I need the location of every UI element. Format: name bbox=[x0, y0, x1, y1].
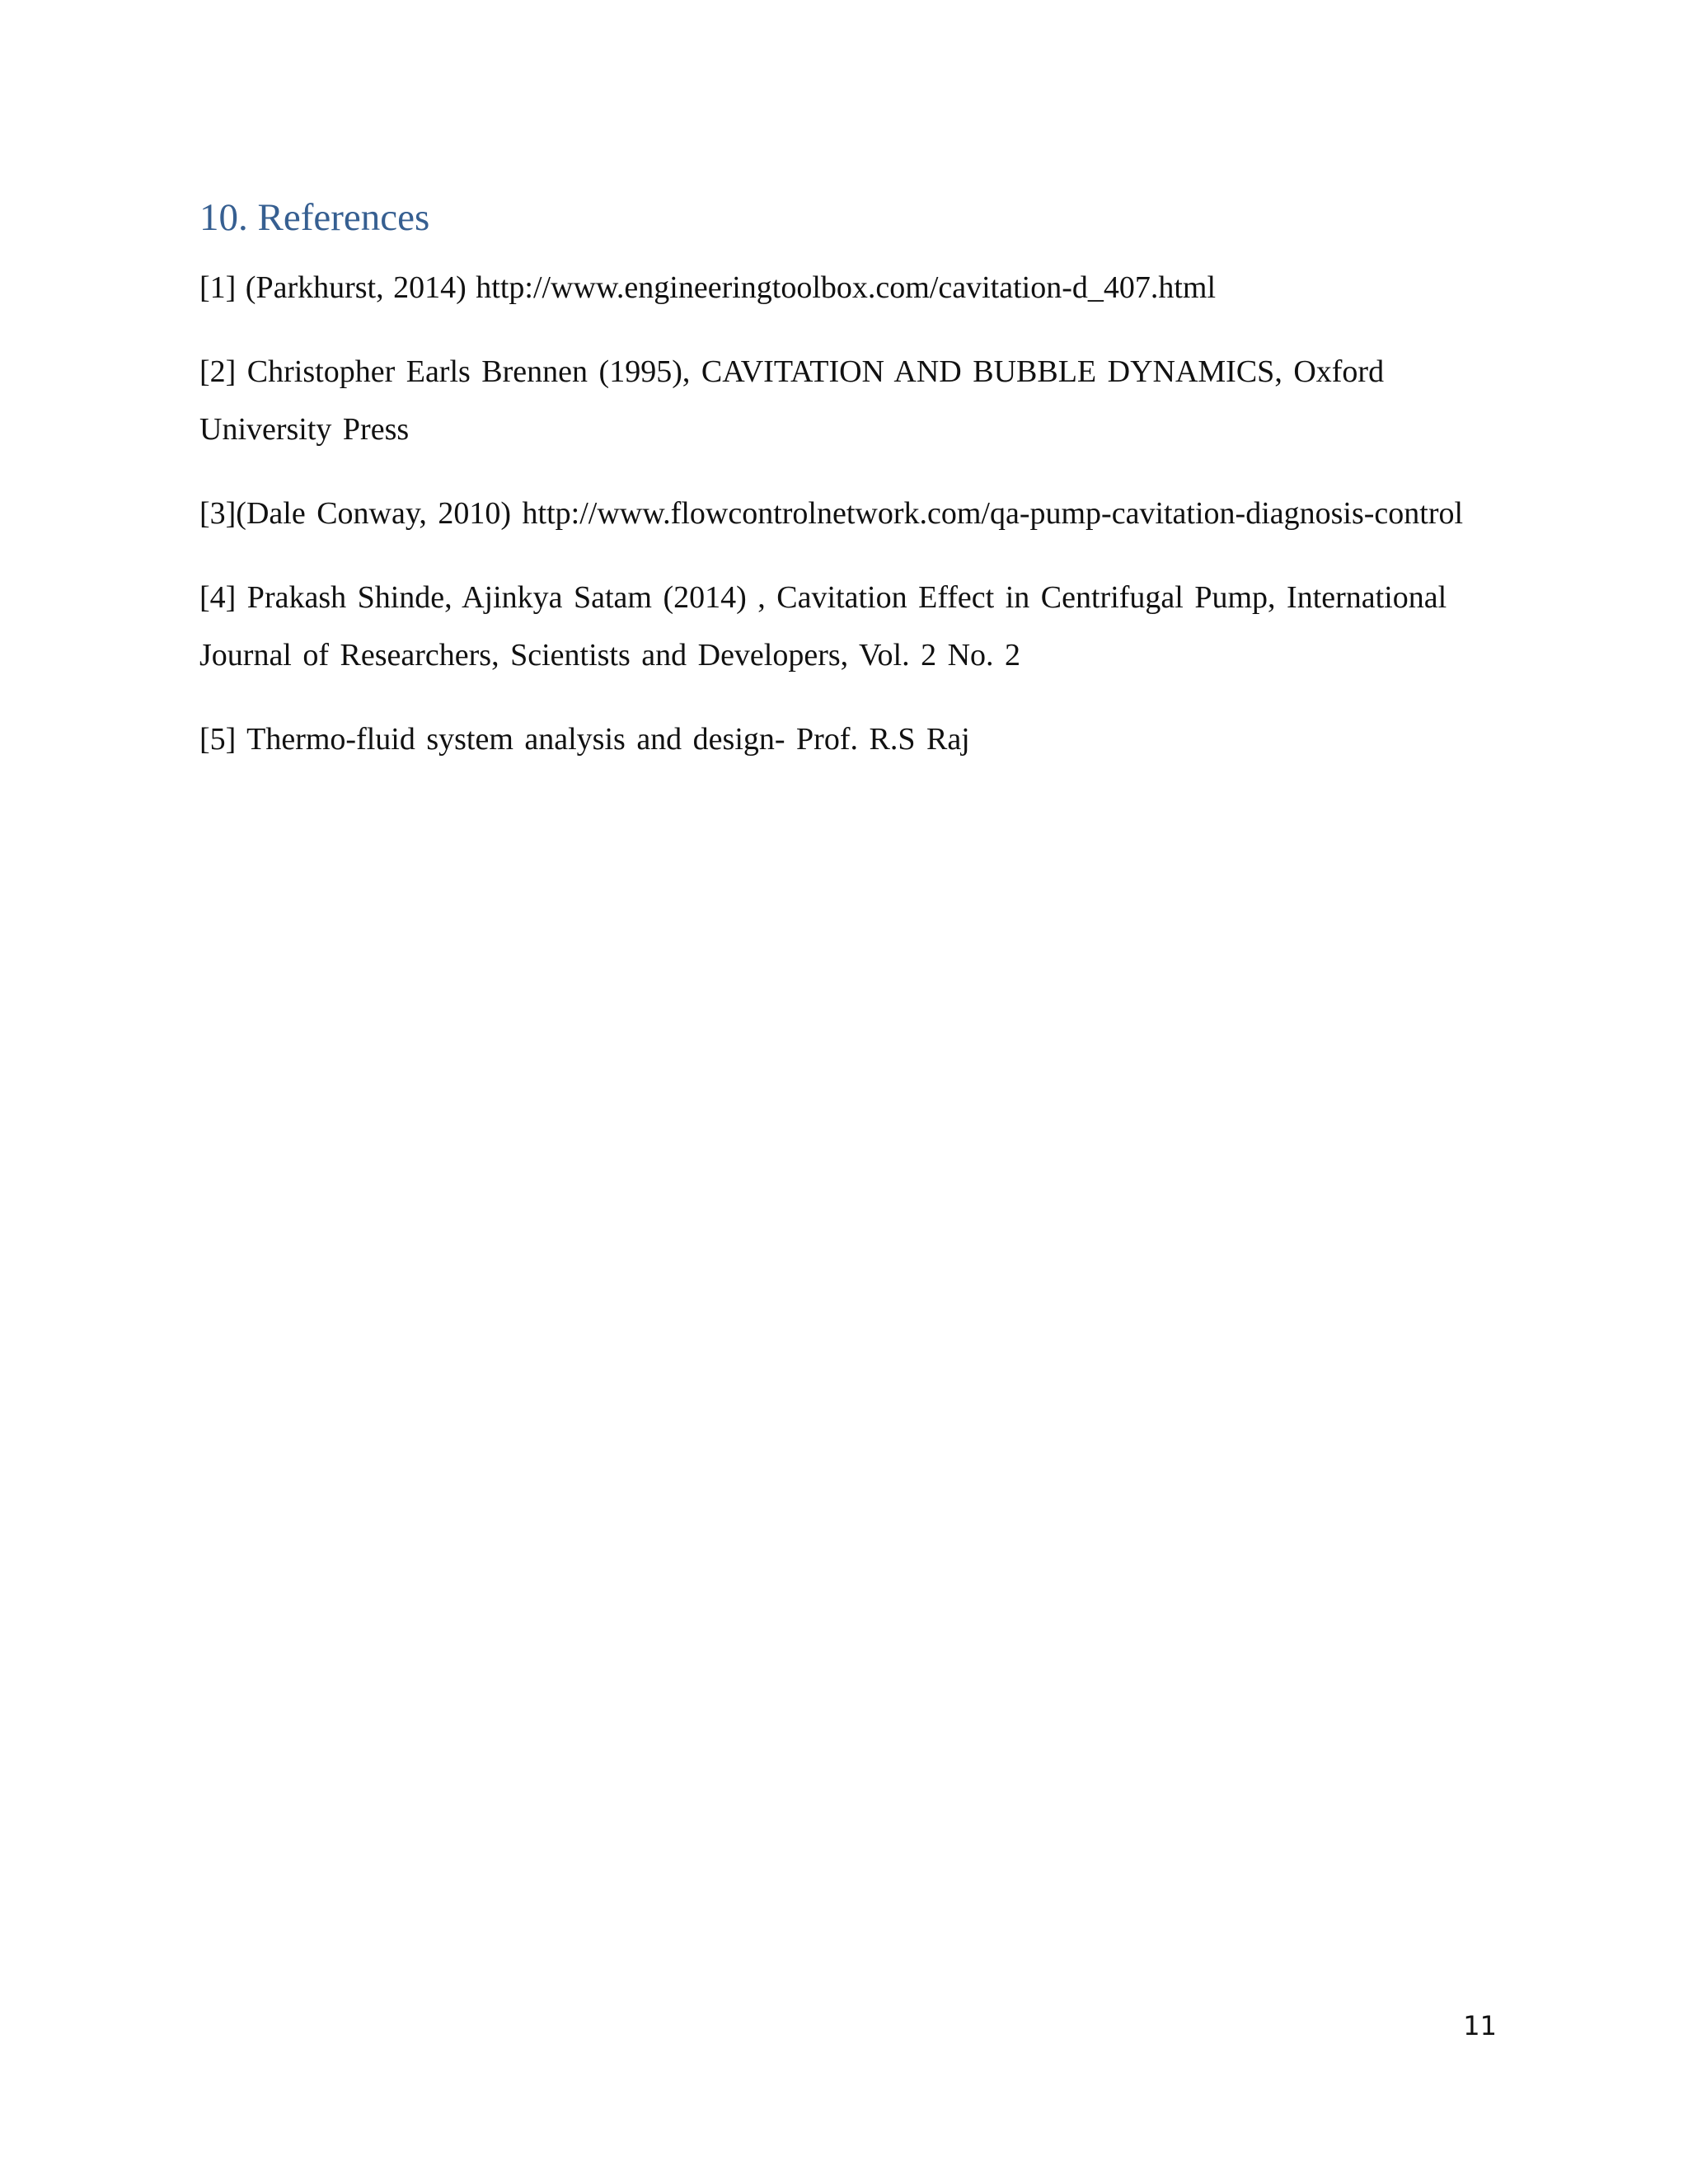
reference-item-2: [2] Christopher Earls Brennen (1995), CAVITATION AND BUBBLE DYNAMICS, Oxford University Press bbox=[199, 354, 1385, 447]
reference-item-5: [5] Thermo-fluid system analysis and design- Prof. R.S Raj bbox=[199, 722, 970, 757]
references-section bbox=[199, 188, 1485, 794]
page-number: 11 bbox=[1463, 2010, 1497, 2041]
reference-item-4: [4] Prakash Shinde, Ajinkya Satam (2014) , Cavitation Effect in Centrifugal Pump, International Journal of Researchers, Scientists and Developers, Vol. 2 No. 2 bbox=[199, 580, 1447, 673]
section-heading: 10. References bbox=[199, 196, 430, 239]
reference-item-3: [3](Dale Conway, 2010) http://www.flowcontrolnetwork.com/qa-pump-cavitation-diagnosis-control bbox=[199, 496, 1464, 531]
reference-item-1: [1] (Parkhurst, 2014) http://www.engineeringtoolbox.com/cavitation-d_407.html bbox=[199, 270, 1217, 305]
